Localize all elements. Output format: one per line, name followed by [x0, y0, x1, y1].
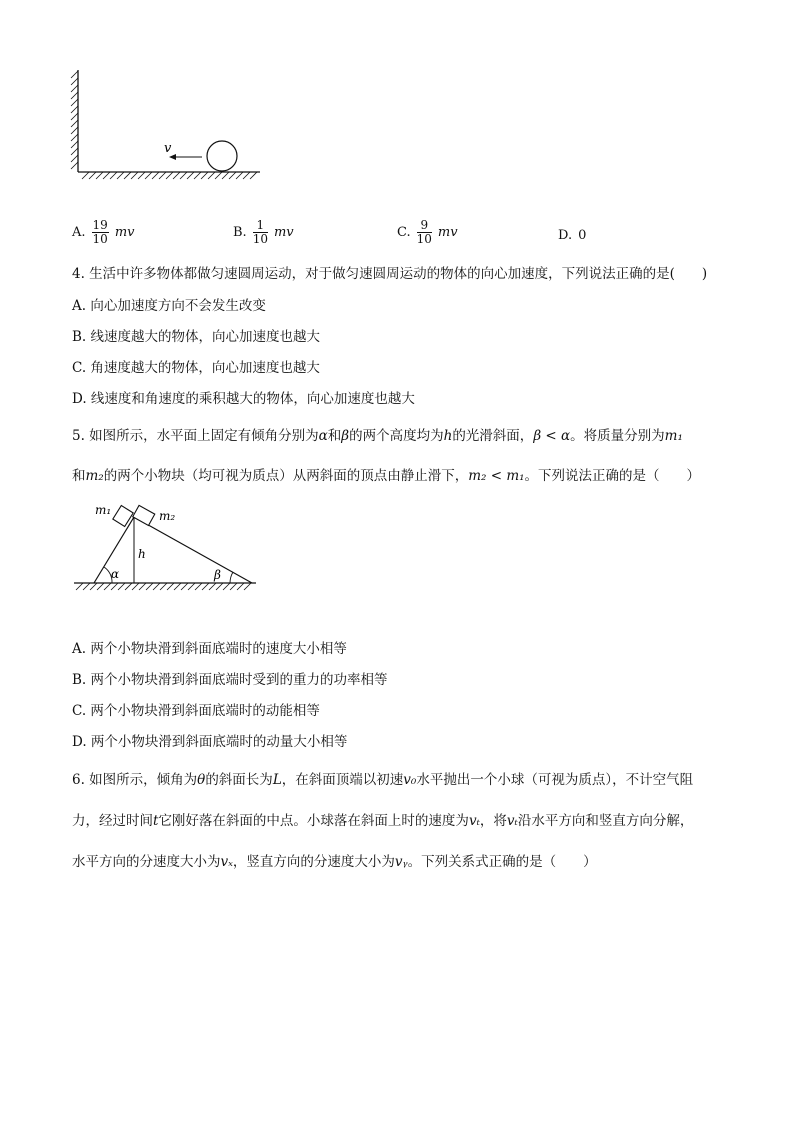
q4-option-d[interactable]: D. 线速度和角速度的乘积越大的物体，向心加速度也越大 [72, 391, 415, 407]
q4-stem: 4. 生活中许多物体都做匀速圆周运动，对于做匀速圆周运动的物体的向心加速度，下列说法正确的是( ) [72, 266, 708, 282]
q4-option-c[interactable]: C. 角速度越大的物体，向心加速度也越大 [72, 360, 320, 376]
ball [207, 141, 237, 171]
velocity-label: v [164, 141, 172, 156]
label-h: h [138, 547, 146, 561]
q5-stem-line1: 5. 如图所示，水平面上固定有倾角分别为α和β的两个高度均为h的光滑斜面，β < α。将质量分别为m₁ [72, 428, 683, 444]
q6-stem-line3: 水平方向的分速度大小为vₓ，竖直方向的分速度大小为vᵧ。下列关系式正确的是（ ） [72, 854, 597, 870]
label-alpha: α [111, 567, 120, 581]
q4-option-a[interactable]: A. 向心加速度方向不会发生改变 [72, 298, 266, 314]
q3-option-d[interactable]: D. 0 [558, 228, 587, 243]
q5-option-b[interactable]: B. 两个小物块滑到斜面底端时受到的重力的功率相等 [72, 672, 388, 688]
incline-figure [70, 500, 270, 595]
block-m2 [133, 505, 155, 525]
q5-option-a[interactable]: A. 两个小物块滑到斜面底端时的速度大小相等 [72, 641, 347, 657]
q5-stem-line2: 和m₂的两个小物块（均可视为质点）从两斜面的顶点由静止滑下，m₂ < m₁。下列说法正确的是（ ） [72, 468, 701, 484]
q3-option-c[interactable]: C. $\frac{9}{10}$ mv [397, 218, 458, 246]
q6-stem-line1: 6. 如图所示，倾角为θ的斜面长为L，在斜面顶端以初速v₀水平抛出一个小球（可视为质点），不计空气阻 [72, 772, 694, 788]
label-m1: m₁ [95, 503, 112, 517]
q5-option-c[interactable]: C. 两个小物块滑到斜面底端时的动能相等 [72, 703, 320, 719]
q4-option-b[interactable]: B. 线速度越大的物体，向心加速度也越大 [72, 329, 321, 345]
label-beta: β [214, 568, 221, 582]
q3-option-a[interactable]: A. $\frac{19}{10}$ mv [72, 218, 135, 246]
q5-option-d[interactable]: D. 两个小物块滑到斜面底端时的动量大小相等 [72, 734, 348, 750]
q3-option-b[interactable]: B. $\frac{1}{10}$ mv [233, 218, 294, 246]
label-m2: m₂ [159, 509, 176, 523]
wall-ball-figure [68, 68, 268, 183]
q6-stem-line2: 力，经过时间t它刚好落在斜面的中点。小球落在斜面上时的速度为vₜ，将vₜ沿水平方向和竖直方向分解， [72, 813, 694, 829]
